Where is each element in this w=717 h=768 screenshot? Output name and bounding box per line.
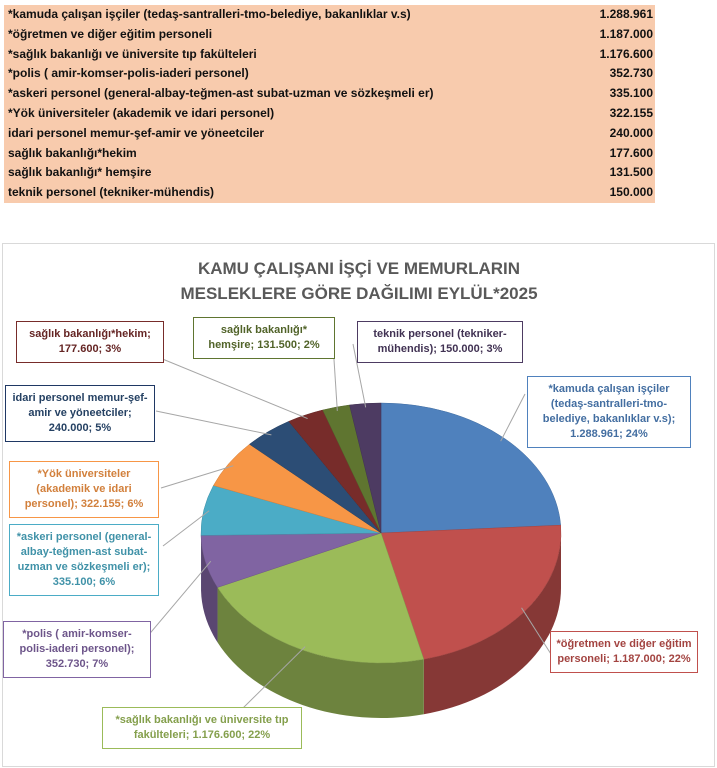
- data-label: [550, 631, 698, 673]
- table-row: [4, 104, 655, 124]
- data-label-line: albay-teğmen-ast subat-: [20, 546, 148, 558]
- data-label-line: teknik personel (tekniker-: [373, 328, 507, 340]
- data-label: [5, 385, 155, 442]
- data-label-line: fakülteleri; 1.176.600; 22%: [133, 729, 271, 741]
- row-label: idari personel memur-şef-amir ve yöneetciler: [8, 125, 265, 140]
- data-label-line: 352.730; 7%: [45, 658, 109, 670]
- data-label: [9, 461, 159, 518]
- row-label: *kamuda çalışan işçiler (tedaş-santralleri-tmo-belediye, bakanlıklar v.s): [8, 7, 411, 21]
- table-row: [4, 163, 655, 183]
- chart-title-line2: MESLEKLERE GÖRE DAĞILIMI EYLÜL*2025: [180, 284, 538, 303]
- data-label-line: *öğretmen ve diğer eğitim: [556, 638, 692, 650]
- data-label-line: *kamuda çalışan işçiler: [548, 383, 670, 395]
- row-label: *askeri personel (general-albay-teğmen-ast subat-uzman ve sözkeşmeli er): [8, 86, 434, 101]
- data-label-line: polis-iaderi personel);: [19, 643, 135, 655]
- data-label: [9, 524, 159, 596]
- data-label: [193, 317, 335, 359]
- data-label: [102, 707, 302, 749]
- row-label: teknik personel (tekniker-mühendis): [8, 185, 215, 200]
- table-row: [4, 84, 655, 104]
- data-table: [4, 5, 655, 203]
- data-label-line: uzman ve sözkeşmeli er);: [17, 561, 151, 573]
- data-label-line: mühendis); 150.000; 3%: [377, 343, 503, 355]
- row-value: 177.600: [609, 145, 653, 160]
- row-value: 1.187.000: [599, 26, 653, 41]
- row-value: 150.000: [609, 185, 653, 200]
- data-label: [357, 321, 523, 363]
- data-label-line: hemşire; 131.500; 2%: [208, 339, 320, 351]
- leader-line: [501, 394, 525, 441]
- table-row: [4, 25, 655, 45]
- row-value: 352.730: [609, 66, 653, 81]
- row-value: 1.288.961: [599, 7, 653, 21]
- pie-chart: [2, 243, 715, 767]
- data-label: [3, 621, 151, 678]
- data-label-line: sağlık bakanlığı*hekim;: [29, 328, 151, 340]
- table-row: [4, 124, 655, 144]
- leader-line: [143, 351, 308, 419]
- table-row: [4, 64, 655, 84]
- data-label-line: (tedaş-santralleri-tmo-: [550, 398, 668, 410]
- data-label-line: personel); 322.155; 6%: [24, 498, 144, 510]
- row-value: 1.176.600: [599, 46, 653, 61]
- data-label-line: 1.288.961; 24%: [570, 428, 648, 440]
- table-row: [4, 144, 655, 164]
- table-row: [4, 5, 655, 25]
- data-label: [16, 321, 164, 363]
- data-label-line: idari personel memur-şef-: [12, 392, 148, 404]
- data-label-line: *askeri personel (general-: [16, 531, 152, 543]
- row-label: sağlık bakanlığı* hemşire: [8, 165, 152, 180]
- data-label-line: *polis ( amir-komser-: [22, 628, 132, 640]
- table-row: [4, 183, 655, 203]
- data-label: [527, 376, 691, 448]
- data-label-line: amir ve yöneetciler;: [28, 407, 132, 419]
- leader-line: [156, 411, 271, 435]
- row-value: 131.500: [609, 165, 653, 180]
- row-value: 322.155: [609, 105, 653, 120]
- row-value: 335.100: [609, 86, 653, 101]
- data-label-line: *sağlık bakanlığı ve üniversite tıp: [115, 714, 289, 726]
- table-row: [4, 45, 655, 65]
- data-label-line: 335.100; 6%: [52, 576, 116, 588]
- data-label-line: belediye, bakanlıklar v.s);: [542, 413, 676, 425]
- data-label-line: *Yök üniversiteler: [37, 468, 131, 480]
- data-label-line: (akademik ve idari: [36, 483, 132, 495]
- row-label: *sağlık bakanlığı ve üniversite tıp fakülteleri: [8, 46, 257, 61]
- data-label-line: personeli; 1.187.000; 22%: [557, 653, 691, 665]
- data-label-line: 177.600; 3%: [58, 343, 122, 355]
- row-label: sağlık bakanlığı*hekim: [8, 145, 137, 160]
- data-label-line: 240.000; 5%: [48, 422, 112, 434]
- chart-title-line1: KAMU ÇALIŞANI İŞÇİ VE MEMURLARIN: [197, 259, 521, 278]
- data-label-line: sağlık bakanlığı*: [220, 324, 308, 336]
- row-label: *polis ( amir-komser-polis-iaderi personel): [8, 66, 249, 81]
- row-value: 240.000: [609, 125, 653, 140]
- row-label: *öğretmen ve diğer eğitim personeli: [8, 26, 213, 41]
- row-label: *Yök üniversiteler (akademik ve idari personel): [8, 105, 275, 120]
